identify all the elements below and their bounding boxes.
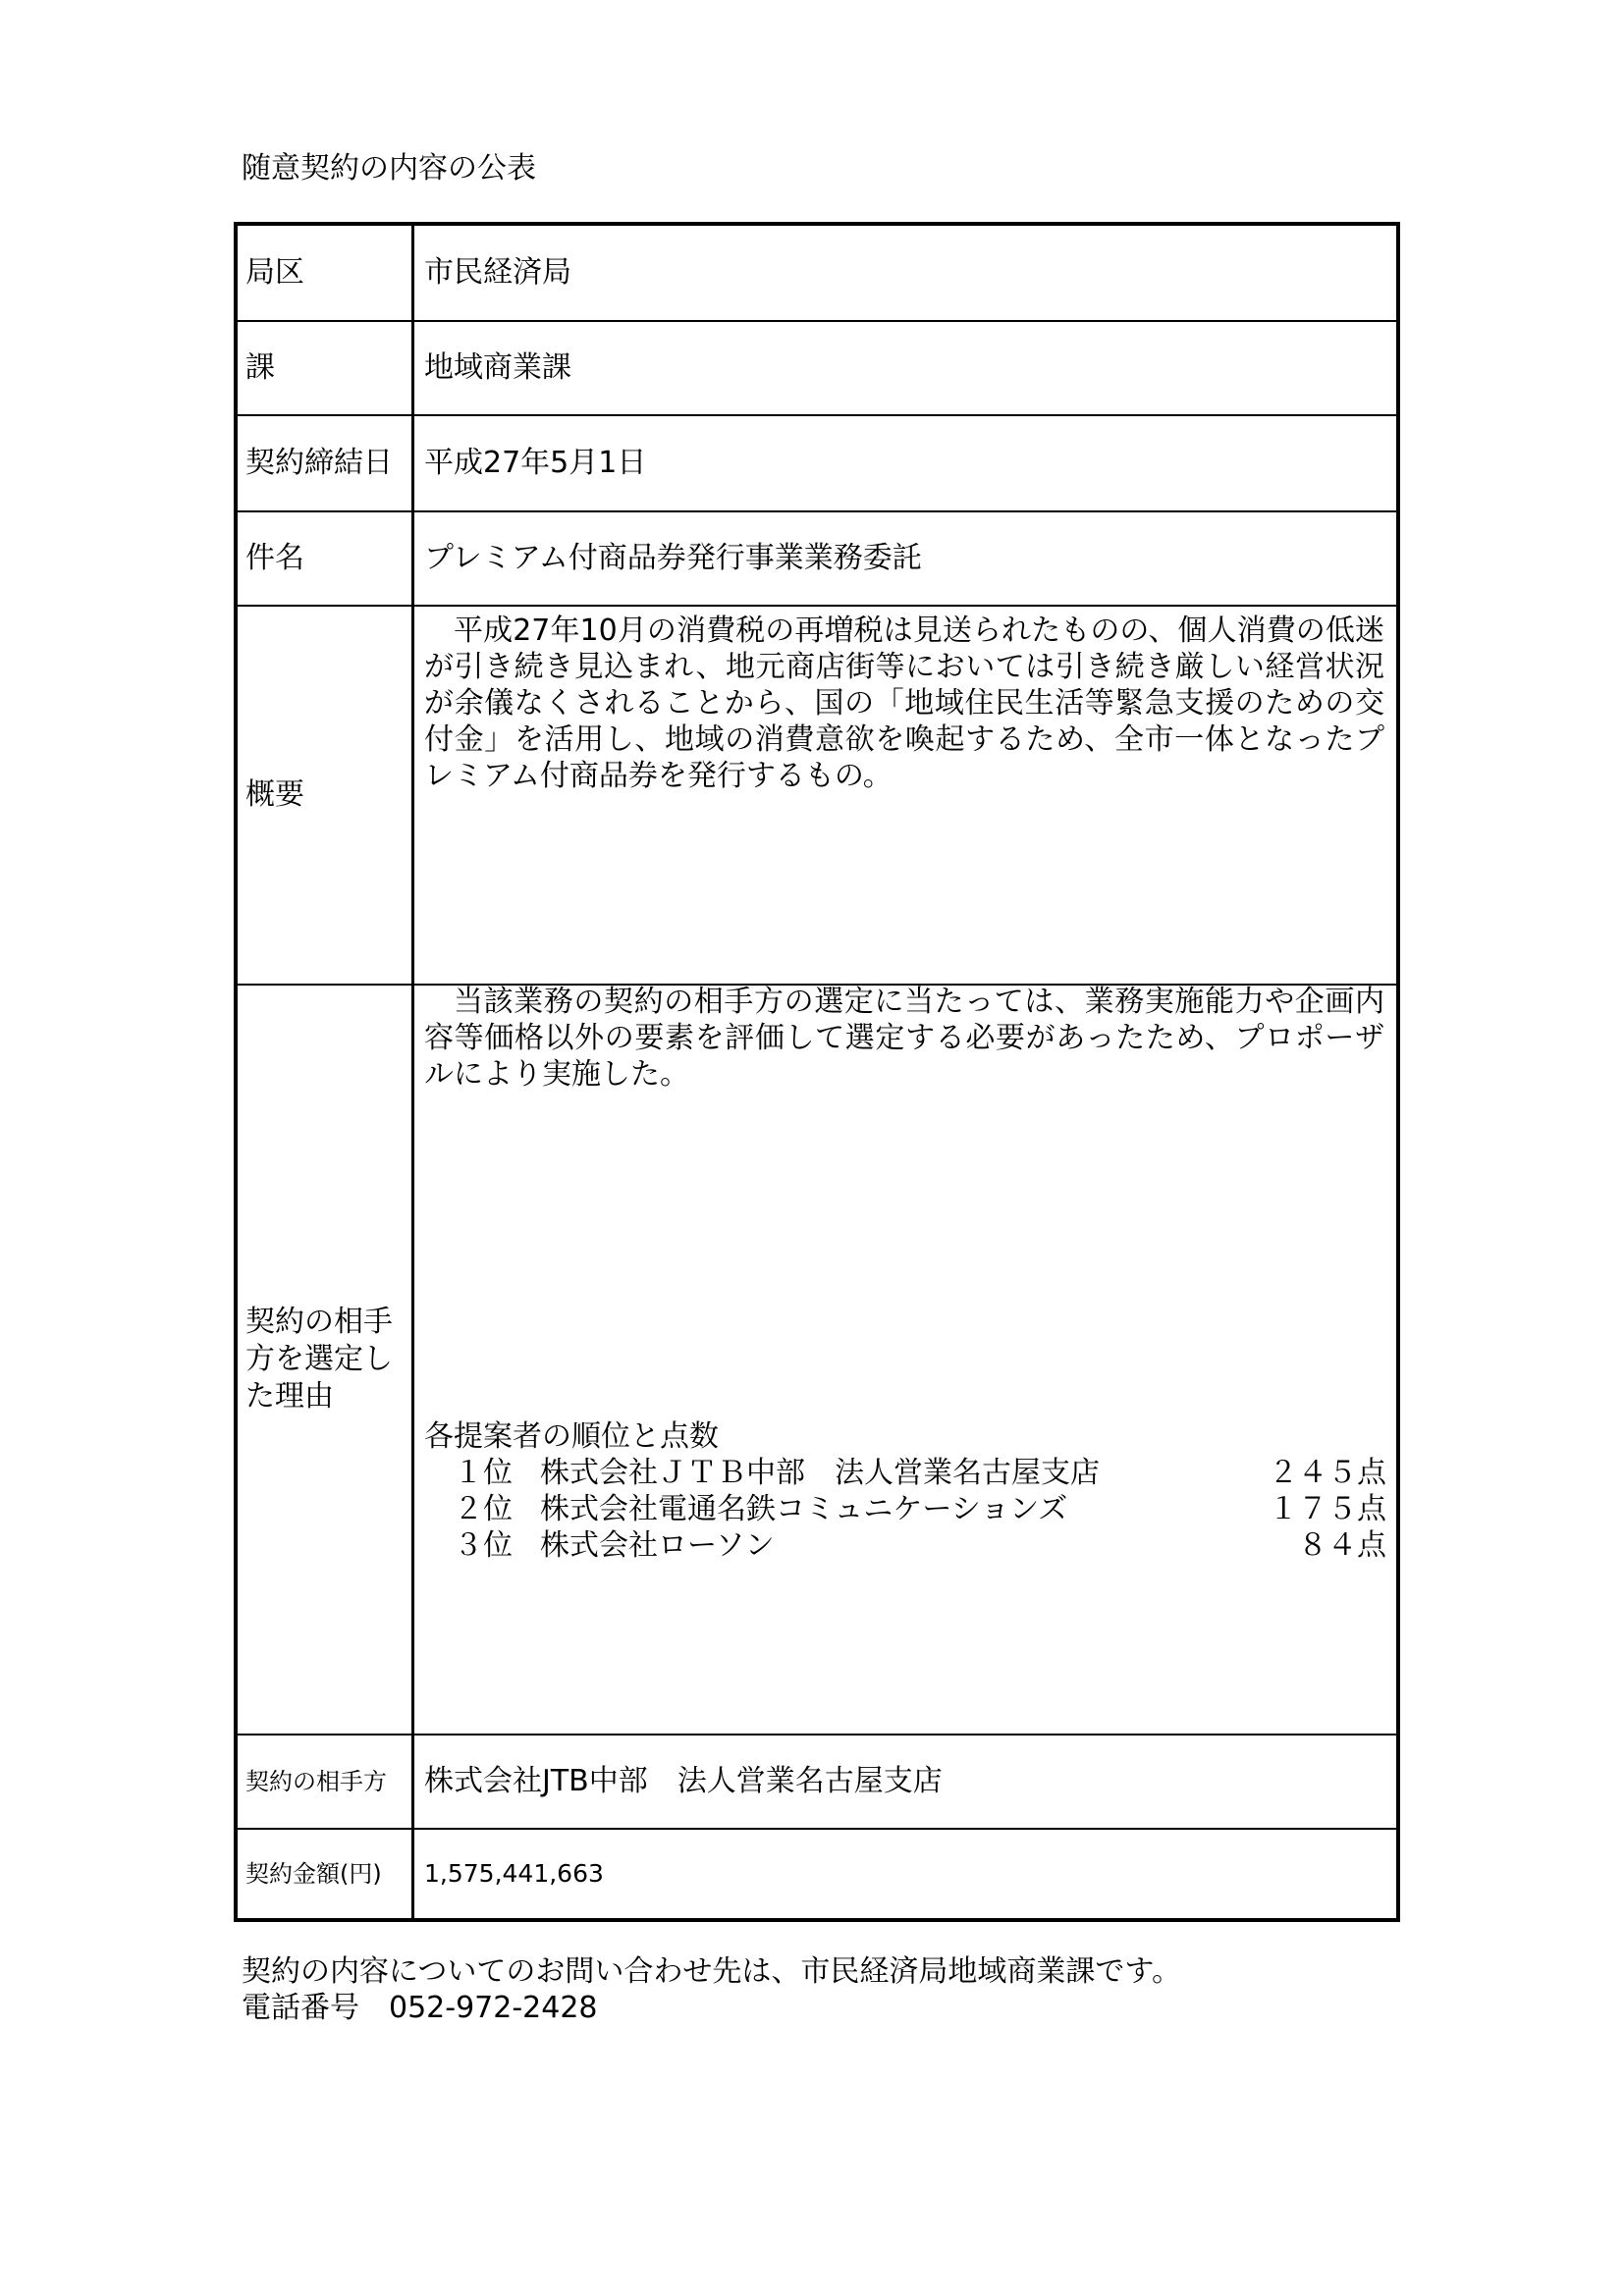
counterparty-row bbox=[238, 1735, 1396, 1830]
inquiry-text: 契約の内容についてのお問い合わせ先は、市民経済局地域商業課です。 bbox=[242, 1954, 1181, 1989]
contract-disclosure-table bbox=[234, 222, 1400, 1922]
counterparty-value: 株式会社JTB中部 法人営業名古屋支店 bbox=[424, 1764, 943, 1798]
section-label: 課 bbox=[245, 350, 275, 385]
score-company: 株式会社電通名鉄コミュニケーションズ bbox=[540, 1492, 1068, 1526]
section-value: 地域商業課 bbox=[424, 350, 571, 385]
counterparty-label: 契約の相手方 bbox=[245, 1768, 387, 1795]
subject-label: 件名 bbox=[245, 541, 304, 575]
score-company: 株式会社ローソン bbox=[540, 1528, 775, 1563]
score-row-3 bbox=[454, 1527, 1386, 1564]
subject-label-cell bbox=[238, 512, 414, 605]
reason-label: 契約の相手方を選定した理由 bbox=[245, 1305, 393, 1414]
section-label-cell bbox=[238, 322, 414, 414]
reason-text: 当該業務の契約の相手方の選定に当たっては、業務実施能力や企画内容等価格以外の要素を評価して選定する必要があったため、プロポーザルにより実施した。 bbox=[424, 985, 1384, 1092]
department-value-cell bbox=[414, 226, 1396, 320]
section-value-cell bbox=[414, 322, 1396, 414]
amount-value: 1,575,441,663 bbox=[424, 1859, 604, 1888]
department-label: 局区 bbox=[245, 255, 304, 290]
department-row bbox=[238, 226, 1396, 322]
score-rank: ３位 bbox=[454, 1528, 513, 1563]
subject-value: プレミアム付商品券発行事業業務委託 bbox=[424, 541, 922, 575]
score-rank: ２位 bbox=[454, 1492, 513, 1526]
subject-row bbox=[238, 512, 1396, 607]
department-label-cell bbox=[238, 226, 414, 320]
score-company: 株式会社ＪＴＢ中部 法人営業名古屋支店 bbox=[540, 1456, 1100, 1490]
score-points: １７５点 bbox=[1269, 1492, 1386, 1526]
department-value: 市民経済局 bbox=[424, 255, 571, 290]
summary-label: 概要 bbox=[245, 777, 304, 812]
counterparty-value-cell bbox=[414, 1735, 1396, 1828]
contract-date-label-cell bbox=[238, 416, 414, 510]
footer bbox=[242, 1953, 1181, 2026]
amount-value-cell bbox=[414, 1830, 1396, 1918]
contract-date-label: 契約締結日 bbox=[245, 446, 393, 480]
contract-date-value-cell bbox=[414, 416, 1396, 510]
score-row-2 bbox=[454, 1491, 1386, 1527]
contract-date-value: 平成27年5月1日 bbox=[424, 446, 647, 480]
score-rank: １位 bbox=[454, 1456, 513, 1490]
reason-row bbox=[238, 986, 1396, 1735]
page-title: 随意契約の内容の公表 bbox=[242, 151, 536, 186]
scores-title: 各提案者の順位と点数 bbox=[424, 1419, 719, 1454]
score-points: ８４点 bbox=[1298, 1528, 1386, 1563]
amount-row bbox=[238, 1830, 1396, 1918]
score-points: ２４５点 bbox=[1269, 1456, 1386, 1490]
summary-text: 平成27年10月の消費税の再増税は見送られたものの、個人消費の低迷が引き続き見込まれ、地元商店街等においては引き続き厳しい経営状況が余儀なくされることから、国の「地域住民生活等緊急支援のための交付金」を活用し、地域の消費意欲を喚起するため、全市一体となったプレミアム付商品券を発行するもの。 bbox=[424, 614, 1384, 793]
phone-number: 電話番号 052-972-2428 bbox=[242, 1991, 598, 2025]
summary-row bbox=[238, 607, 1396, 986]
counterparty-label-cell bbox=[238, 1735, 414, 1828]
reason-label-cell bbox=[238, 986, 414, 1734]
score-row-1 bbox=[454, 1455, 1386, 1491]
summary-label-cell bbox=[238, 607, 414, 984]
contract-date-row bbox=[238, 416, 1396, 512]
amount-label-cell bbox=[238, 1830, 414, 1918]
subject-value-cell bbox=[414, 512, 1396, 605]
section-row bbox=[238, 322, 1396, 416]
amount-label: 契約金額(円) bbox=[245, 1860, 382, 1888]
